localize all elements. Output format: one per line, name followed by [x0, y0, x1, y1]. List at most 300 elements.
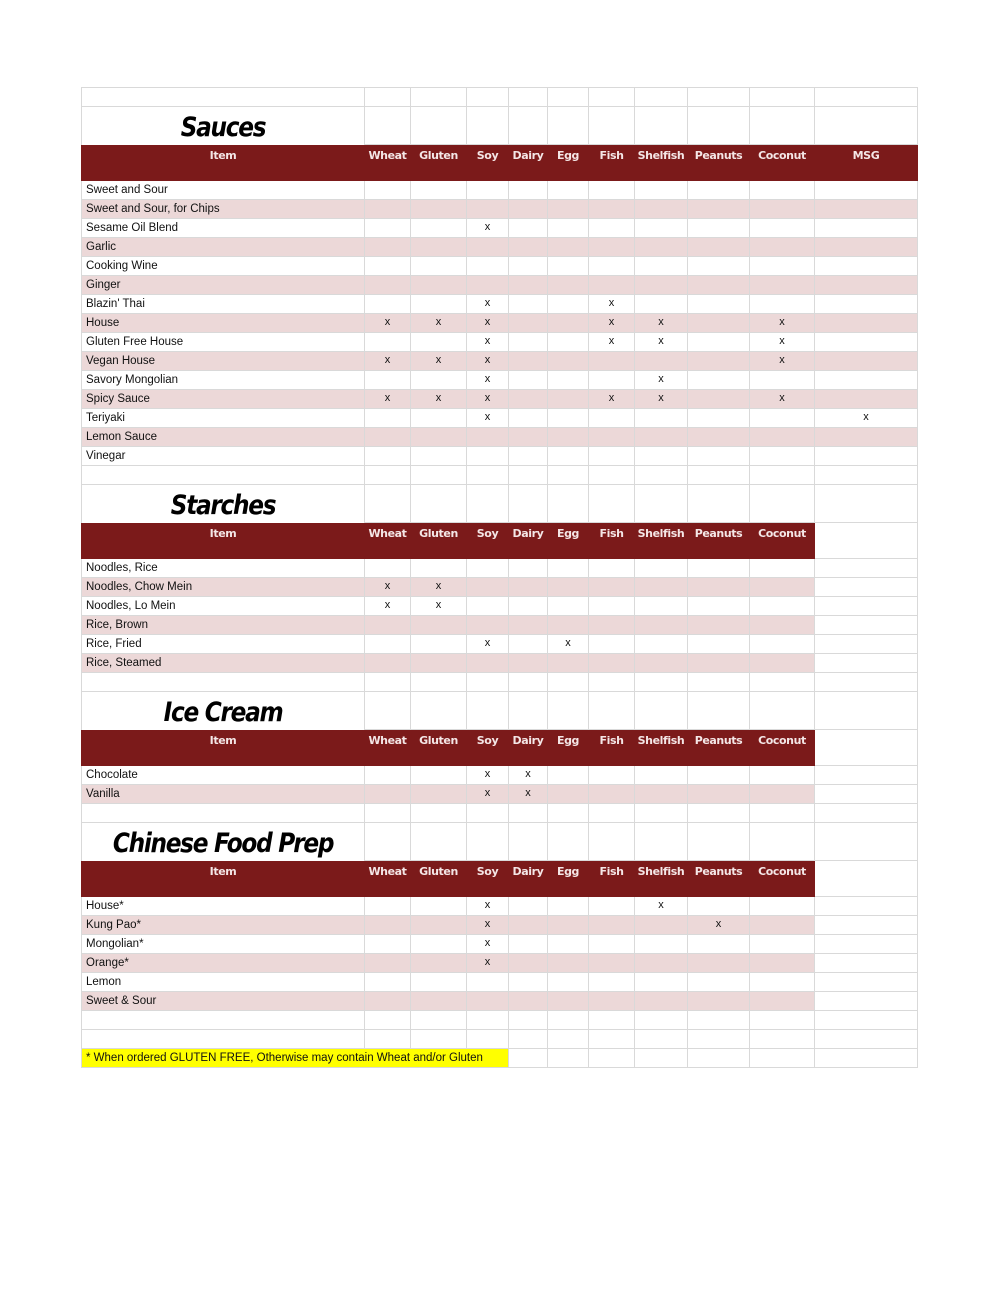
footnote-row [81, 1049, 918, 1068]
allergen-mark-dairy [509, 276, 548, 295]
allergen-mark-dairy: x [509, 766, 548, 785]
allergen-mark-wheat [365, 219, 411, 238]
item-name: Cooking Wine [81, 257, 365, 276]
column-header-gluten: Gluten [411, 523, 467, 559]
allergen-mark-coconut [750, 597, 815, 616]
allergen-mark-fish [589, 181, 635, 200]
column-header-peanuts: Peanuts [688, 145, 750, 181]
grid-cell [467, 107, 509, 145]
item-name: Vegan House [81, 352, 365, 371]
table-row [81, 954, 918, 973]
grid-cell [548, 673, 589, 692]
allergen-mark-dairy [509, 219, 548, 238]
grid-cell [815, 597, 918, 616]
grid-cell [365, 107, 411, 145]
allergen-mark-shelfish [635, 219, 688, 238]
spacer-row [81, 1030, 918, 1049]
table-row [81, 992, 918, 1011]
allergen-mark-dairy [509, 954, 548, 973]
allergen-mark-gluten [411, 257, 467, 276]
item-name: Lemon [81, 973, 365, 992]
allergen-mark-coconut: x [750, 390, 815, 409]
allergen-mark-dairy [509, 973, 548, 992]
allergen-mark-peanuts [688, 766, 750, 785]
allergen-mark-dairy [509, 616, 548, 635]
grid-cell [467, 1030, 509, 1049]
allergen-mark-dairy [509, 371, 548, 390]
allergen-mark-egg [548, 785, 589, 804]
allergen-mark-dairy [509, 390, 548, 409]
allergen-mark-coconut [750, 238, 815, 257]
item-name: Blazin' Thai [81, 295, 365, 314]
allergen-mark-msg [815, 181, 918, 200]
allergen-mark-dairy [509, 428, 548, 447]
column-header-peanuts: Peanuts [688, 730, 750, 766]
grid-cell [411, 466, 467, 485]
allergen-mark-coconut: x [750, 333, 815, 352]
grid-cell [688, 692, 750, 730]
grid-cell [365, 673, 411, 692]
allergen-mark-msg [815, 428, 918, 447]
grid-cell [688, 1049, 750, 1068]
allergen-mark-coconut [750, 954, 815, 973]
grid-cell [815, 635, 918, 654]
grid-cell [750, 1011, 815, 1030]
item-name: Chocolate [81, 766, 365, 785]
allergen-mark-wheat: x [365, 390, 411, 409]
column-header-wheat: Wheat [365, 145, 411, 181]
table-row [81, 257, 918, 276]
allergen-mark-soy: x [467, 333, 509, 352]
item-name: Savory Mongolian [81, 371, 365, 390]
grid-cell [548, 804, 589, 823]
allergen-mark-soy [467, 257, 509, 276]
table-row [81, 238, 918, 257]
grid-cell [467, 466, 509, 485]
table-row [81, 635, 918, 654]
column-header-egg: Egg [548, 523, 589, 559]
table-row [81, 447, 918, 466]
grid-cell [750, 466, 815, 485]
allergen-mark-egg [548, 897, 589, 916]
grid-cell [509, 673, 548, 692]
allergen-mark-coconut [750, 295, 815, 314]
grid-cell [635, 466, 688, 485]
grid-cell [815, 766, 918, 785]
allergen-mark-shelfish [635, 935, 688, 954]
allergen-mark-wheat [365, 276, 411, 295]
grid-cell [509, 804, 548, 823]
grid-cell [815, 861, 918, 897]
allergen-mark-coconut [750, 276, 815, 295]
grid-cell [750, 1030, 815, 1049]
allergen-mark-coconut [750, 257, 815, 276]
grid-cell [589, 804, 635, 823]
allergen-mark-soy: x [467, 371, 509, 390]
grid-cell [411, 692, 467, 730]
column-header-fish: Fish [589, 730, 635, 766]
grid-cell [815, 935, 918, 954]
column-header-dairy: Dairy [509, 523, 548, 559]
table-row [81, 578, 918, 597]
grid-cell [81, 1030, 365, 1049]
allergen-mark-shelfish [635, 559, 688, 578]
grid-cell [815, 559, 918, 578]
item-name: House [81, 314, 365, 333]
table-row [81, 916, 918, 935]
table-row [81, 390, 918, 409]
allergen-mark-gluten: x [411, 352, 467, 371]
allergen-mark-egg [548, 935, 589, 954]
allergen-spreadsheet [81, 87, 918, 1068]
allergen-mark-wheat [365, 973, 411, 992]
grid-cell [467, 88, 509, 107]
grid-cell [509, 107, 548, 145]
grid-cell [81, 692, 365, 730]
grid-cell [589, 107, 635, 145]
allergen-mark-egg [548, 992, 589, 1011]
allergen-mark-fish: x [589, 314, 635, 333]
grid-cell [365, 88, 411, 107]
allergen-mark-wheat [365, 992, 411, 1011]
allergen-mark-egg [548, 200, 589, 219]
allergen-mark-msg [815, 295, 918, 314]
allergen-mark-coconut [750, 654, 815, 673]
allergen-mark-gluten [411, 954, 467, 973]
grid-cell [635, 673, 688, 692]
item-name: Kung Pao* [81, 916, 365, 935]
column-header-gluten: Gluten [411, 861, 467, 897]
grid-cell [548, 107, 589, 145]
allergen-mark-peanuts [688, 219, 750, 238]
section-title-sauces: Sauces [180, 112, 266, 143]
allergen-mark-gluten [411, 935, 467, 954]
item-name: Sweet & Sour [81, 992, 365, 1011]
table-row [81, 597, 918, 616]
column-header-soy: Soy [467, 730, 509, 766]
section-title-row [81, 107, 918, 145]
allergen-mark-shelfish [635, 276, 688, 295]
allergen-mark-gluten [411, 635, 467, 654]
allergen-mark-gluten [411, 238, 467, 257]
allergen-mark-dairy: x [509, 785, 548, 804]
allergen-mark-fish [589, 766, 635, 785]
grid-cell [589, 485, 635, 523]
allergen-mark-shelfish [635, 428, 688, 447]
allergen-mark-msg [815, 333, 918, 352]
allergen-mark-egg [548, 766, 589, 785]
table-row [81, 219, 918, 238]
allergen-mark-coconut [750, 181, 815, 200]
table-row [81, 409, 918, 428]
allergen-mark-shelfish [635, 973, 688, 992]
allergen-mark-soy [467, 559, 509, 578]
allergen-mark-egg [548, 447, 589, 466]
allergen-mark-coconut [750, 785, 815, 804]
table-row [81, 559, 918, 578]
item-name: House* [81, 897, 365, 916]
grid-cell [815, 823, 918, 861]
allergen-mark-coconut [750, 916, 815, 935]
allergen-mark-shelfish [635, 766, 688, 785]
allergen-mark-coconut [750, 200, 815, 219]
allergen-mark-msg [815, 200, 918, 219]
allergen-mark-shelfish [635, 181, 688, 200]
table-header-row [81, 861, 918, 897]
table-header-row [81, 730, 918, 766]
table-header-row [81, 523, 918, 559]
allergen-mark-soy: x [467, 635, 509, 654]
grid-cell [750, 485, 815, 523]
grid-cell [467, 804, 509, 823]
allergen-mark-egg [548, 390, 589, 409]
allergen-mark-msg [815, 314, 918, 333]
item-name: Vanilla [81, 785, 365, 804]
allergen-mark-egg [548, 314, 589, 333]
grid-cell [365, 1030, 411, 1049]
allergen-mark-fish: x [589, 333, 635, 352]
grid-cell [688, 107, 750, 145]
allergen-mark-egg [548, 597, 589, 616]
allergen-mark-soy [467, 616, 509, 635]
grid-cell [815, 916, 918, 935]
item-name: Teriyaki [81, 409, 365, 428]
allergen-mark-msg [815, 257, 918, 276]
table-row [81, 314, 918, 333]
grid-cell [81, 673, 365, 692]
grid-cell [411, 673, 467, 692]
allergen-mark-gluten [411, 559, 467, 578]
column-header-item: Item [81, 145, 365, 181]
grid-cell [411, 804, 467, 823]
allergen-mark-shelfish [635, 352, 688, 371]
allergen-mark-coconut: x [750, 314, 815, 333]
grid-cell [635, 485, 688, 523]
allergen-mark-dairy [509, 352, 548, 371]
grid-cell [509, 1049, 548, 1068]
allergen-mark-soy [467, 992, 509, 1011]
grid-cell [411, 107, 467, 145]
grid-cell [81, 88, 365, 107]
allergen-mark-coconut [750, 935, 815, 954]
section-title-starches: Starches [170, 490, 276, 521]
allergen-mark-wheat [365, 654, 411, 673]
allergen-mark-fish [589, 785, 635, 804]
allergen-mark-dairy [509, 897, 548, 916]
allergen-mark-peanuts [688, 597, 750, 616]
allergen-mark-coconut [750, 219, 815, 238]
allergen-mark-gluten [411, 333, 467, 352]
grid-cell [815, 654, 918, 673]
item-name: Orange* [81, 954, 365, 973]
allergen-mark-fish [589, 447, 635, 466]
grid-cell [750, 673, 815, 692]
section-title-row [81, 692, 918, 730]
spacer-row [81, 1011, 918, 1030]
allergen-mark-wheat: x [365, 597, 411, 616]
allergen-mark-dairy [509, 295, 548, 314]
column-header-dairy: Dairy [509, 861, 548, 897]
allergen-mark-gluten [411, 973, 467, 992]
grid-cell [81, 823, 365, 861]
grid-cell [509, 88, 548, 107]
allergen-mark-gluten [411, 766, 467, 785]
spacer-row [81, 87, 918, 107]
allergen-mark-shelfish [635, 257, 688, 276]
column-header-wheat: Wheat [365, 730, 411, 766]
allergen-mark-egg [548, 409, 589, 428]
allergen-mark-peanuts [688, 276, 750, 295]
allergen-mark-shelfish: x [635, 314, 688, 333]
allergen-mark-peanuts [688, 352, 750, 371]
item-name: Vinegar [81, 447, 365, 466]
allergen-mark-peanuts [688, 447, 750, 466]
grid-cell [815, 88, 918, 107]
grid-cell [548, 485, 589, 523]
grid-cell [589, 466, 635, 485]
allergen-mark-egg [548, 428, 589, 447]
allergen-mark-soy: x [467, 785, 509, 804]
column-header-item: Item [81, 861, 365, 897]
column-header-item: Item [81, 523, 365, 559]
grid-cell [509, 823, 548, 861]
grid-cell [815, 954, 918, 973]
grid-cell [548, 88, 589, 107]
allergen-mark-gluten [411, 276, 467, 295]
grid-cell [635, 88, 688, 107]
allergen-mark-shelfish [635, 635, 688, 654]
allergen-mark-soy [467, 447, 509, 466]
column-header-fish: Fish [589, 523, 635, 559]
allergen-mark-gluten: x [411, 597, 467, 616]
column-header-peanuts: Peanuts [688, 523, 750, 559]
allergen-mark-wheat: x [365, 578, 411, 597]
section-title-ice-cream: Ice Cream [163, 697, 283, 728]
grid-cell [635, 804, 688, 823]
grid-cell [589, 673, 635, 692]
column-header-shelfish: Shelfish [635, 730, 688, 766]
allergen-mark-shelfish [635, 295, 688, 314]
allergen-mark-soy [467, 238, 509, 257]
allergen-mark-wheat [365, 409, 411, 428]
column-header-shelfish: Shelfish [635, 523, 688, 559]
allergen-mark-fish [589, 616, 635, 635]
allergen-mark-wheat: x [365, 352, 411, 371]
grid-cell [365, 823, 411, 861]
allergen-mark-soy: x [467, 390, 509, 409]
grid-cell [688, 485, 750, 523]
grid-cell [815, 673, 918, 692]
allergen-mark-wheat [365, 559, 411, 578]
allergen-mark-soy: x [467, 219, 509, 238]
allergen-mark-fish [589, 654, 635, 673]
allergen-mark-gluten [411, 897, 467, 916]
allergen-mark-msg [815, 219, 918, 238]
allergen-mark-wheat [365, 200, 411, 219]
allergen-mark-gluten: x [411, 314, 467, 333]
allergen-mark-dairy [509, 200, 548, 219]
allergen-mark-fish [589, 992, 635, 1011]
allergen-mark-gluten: x [411, 578, 467, 597]
grid-cell [509, 1030, 548, 1049]
column-header-gluten: Gluten [411, 730, 467, 766]
grid-cell [815, 992, 918, 1011]
allergen-mark-egg [548, 654, 589, 673]
item-name: Sesame Oil Blend [81, 219, 365, 238]
allergen-mark-dairy [509, 181, 548, 200]
grid-cell [509, 466, 548, 485]
allergen-mark-shelfish [635, 597, 688, 616]
table-row [81, 766, 918, 785]
allergen-mark-wheat: x [365, 314, 411, 333]
allergen-mark-soy [467, 973, 509, 992]
allergen-mark-fish [589, 276, 635, 295]
allergen-mark-soy: x [467, 897, 509, 916]
column-header-shelfish: Shelfish [635, 861, 688, 897]
allergen-mark-coconut [750, 559, 815, 578]
allergen-mark-coconut [750, 371, 815, 390]
allergen-mark-shelfish [635, 992, 688, 1011]
allergen-mark-peanuts [688, 785, 750, 804]
grid-cell [589, 1011, 635, 1030]
grid-cell [750, 692, 815, 730]
allergen-mark-egg [548, 916, 589, 935]
grid-cell [365, 485, 411, 523]
allergen-mark-fish [589, 428, 635, 447]
allergen-mark-fish [589, 219, 635, 238]
allergen-mark-egg [548, 371, 589, 390]
allergen-mark-egg [548, 973, 589, 992]
allergen-mark-soy [467, 597, 509, 616]
column-header-egg: Egg [548, 145, 589, 181]
allergen-mark-fish [589, 954, 635, 973]
grid-cell [750, 1049, 815, 1068]
grid-cell [365, 692, 411, 730]
section-title-row [81, 823, 918, 861]
column-header-peanuts: Peanuts [688, 861, 750, 897]
grid-cell [509, 485, 548, 523]
allergen-mark-shelfish [635, 616, 688, 635]
allergen-mark-peanuts [688, 295, 750, 314]
allergen-mark-dairy [509, 935, 548, 954]
grid-cell [815, 578, 918, 597]
allergen-mark-soy [467, 276, 509, 295]
grid-cell [688, 673, 750, 692]
grid-cell [467, 673, 509, 692]
allergen-mark-coconut [750, 409, 815, 428]
allergen-mark-dairy [509, 257, 548, 276]
column-header-soy: Soy [467, 145, 509, 181]
item-name: Noodles, Chow Mein [81, 578, 365, 597]
table-header-row [81, 145, 918, 181]
allergen-mark-coconut [750, 578, 815, 597]
grid-cell [750, 823, 815, 861]
allergen-mark-dairy [509, 409, 548, 428]
grid-cell [467, 823, 509, 861]
allergen-mark-wheat [365, 257, 411, 276]
allergen-mark-soy [467, 428, 509, 447]
allergen-mark-wheat [365, 371, 411, 390]
allergen-mark-dairy [509, 447, 548, 466]
allergen-mark-egg [548, 219, 589, 238]
grid-cell [589, 1030, 635, 1049]
column-header-egg: Egg [548, 730, 589, 766]
allergen-mark-gluten: x [411, 390, 467, 409]
grid-cell [589, 823, 635, 861]
section-title-row [81, 485, 918, 523]
allergen-mark-peanuts [688, 973, 750, 992]
column-header-dairy: Dairy [509, 730, 548, 766]
